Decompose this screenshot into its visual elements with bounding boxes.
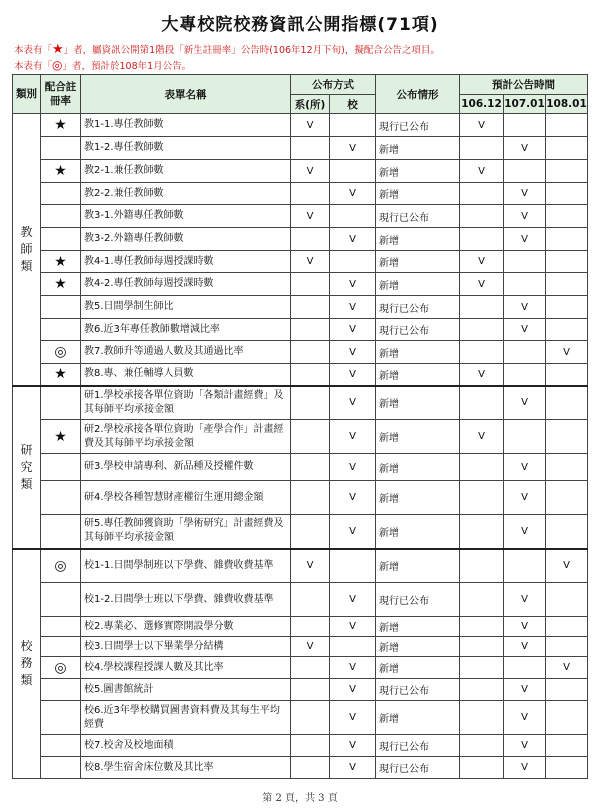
schedule-3-cell (546, 183, 588, 205)
item-name: 教6.近3年專任教師數增減比率 (81, 319, 291, 341)
schedule-2-cell: V (504, 454, 546, 481)
schedule-1-cell: V (460, 251, 504, 273)
document-title: 大專校院校務資訊公開指標(71項) (161, 15, 439, 35)
status-cell: 現行已公布 (376, 296, 460, 319)
item-name: 校3.日間學士以下畢業學分結構 (81, 637, 291, 657)
note-cell (41, 319, 81, 341)
schedule-2-cell: V (504, 481, 546, 515)
table-row (13, 114, 588, 137)
status-cell: 新增 (376, 273, 460, 296)
status-cell: 新增 (376, 183, 460, 205)
mode-dept-cell (291, 420, 330, 454)
table-row (13, 420, 588, 454)
star-icon: ★ (41, 273, 81, 296)
table-row (13, 364, 588, 386)
schedule-1-cell (460, 757, 504, 779)
mode-dept-cell (291, 679, 330, 701)
mode-school-cell: V (330, 701, 376, 735)
mode-school-cell (330, 251, 376, 273)
schedule-2-cell: V (504, 515, 546, 549)
table-row (13, 583, 588, 617)
mode-dept-cell: V (291, 160, 330, 183)
status-cell: 新增 (376, 420, 460, 454)
schedule-2-cell: V (504, 296, 546, 319)
mode-school-cell (330, 160, 376, 183)
status-cell: 新增 (376, 364, 460, 386)
item-name: 校6.近3年學校購買圖書資料費及其每生平均經費 (81, 701, 291, 735)
table-row (13, 319, 588, 341)
mode-school-cell: V (330, 273, 376, 296)
item-name: 校4.學校課程授課人數及其比率 (81, 657, 291, 679)
status-cell: 新增 (376, 481, 460, 515)
mode-dept-cell (291, 515, 330, 549)
item-name: 教4-1.專任教師每週授課時數 (81, 251, 291, 273)
double-circle-icon: ◎ (52, 58, 63, 72)
table-row (13, 515, 588, 549)
note-cell (41, 701, 81, 735)
status-cell: 新增 (376, 454, 460, 481)
schedule-1-cell (460, 515, 504, 549)
schedule-1-cell (460, 386, 504, 420)
table-row (13, 454, 588, 481)
table-row (13, 205, 588, 228)
schedule-2-cell: V (504, 319, 546, 341)
note-cell (41, 617, 81, 637)
star-icon: ★ (41, 251, 81, 273)
header-item-name: 表單名稱 (81, 75, 291, 114)
schedule-1-cell: V (460, 364, 504, 386)
status-cell: 現行已公布 (376, 735, 460, 757)
mode-school-cell: V (330, 583, 376, 617)
schedule-1-cell: V (460, 420, 504, 454)
schedule-3-cell (546, 515, 588, 549)
schedule-2-cell: V (504, 386, 546, 420)
table-row (13, 701, 588, 735)
table-row (13, 273, 588, 296)
schedule-2-cell: V (504, 679, 546, 701)
mode-dept-cell (291, 364, 330, 386)
note-cell (41, 735, 81, 757)
table-row (13, 386, 588, 420)
note-circle-prefix: 本表有「 (14, 61, 53, 72)
status-cell: 現行已公布 (376, 205, 460, 228)
group-research: 研 究 類 (13, 386, 41, 549)
table-row (13, 137, 588, 160)
mode-school-cell (330, 205, 376, 228)
mode-dept-cell (291, 386, 330, 420)
schedule-2-cell (504, 251, 546, 273)
schedule-1-cell (460, 454, 504, 481)
header-schedule-1: 106.12 (460, 95, 504, 114)
mode-school-cell: V (330, 319, 376, 341)
table-row (13, 183, 588, 205)
mode-dept-cell (291, 273, 330, 296)
mode-dept-cell (291, 757, 330, 779)
schedule-3-cell (546, 583, 588, 617)
item-name: 教1-2.專任教師數 (81, 137, 291, 160)
table-row (13, 657, 588, 679)
mode-dept-cell (291, 735, 330, 757)
group-teachers: 教 師 類 (13, 114, 41, 386)
schedule-3-cell (546, 420, 588, 454)
status-cell: 新增 (376, 160, 460, 183)
schedule-2-cell (504, 549, 546, 583)
schedule-3-cell (546, 481, 588, 515)
item-name: 校5.圖書館統計 (81, 679, 291, 701)
mode-dept-cell: V (291, 637, 330, 657)
schedule-3-cell (546, 701, 588, 735)
mode-school-cell: V (330, 657, 376, 679)
mode-school-cell: V (330, 757, 376, 779)
item-name: 研5.專任教師獲資助「學術研究」計畫經費及其每師平均承接金額 (81, 515, 291, 549)
status-cell: 新增 (376, 386, 460, 420)
status-cell: 新增 (376, 228, 460, 251)
item-name: 校2.專業必、選修實際開設學分數 (81, 617, 291, 637)
item-name: 教7.教師升等通過人數及其通過比率 (81, 341, 291, 364)
star-icon: ★ (41, 160, 81, 183)
note-cell (41, 679, 81, 701)
status-cell: 新增 (376, 251, 460, 273)
header-schedule-2: 107.01 (504, 95, 546, 114)
indicator-table (12, 74, 588, 779)
note-star-prefix: 本表有「 (14, 45, 53, 56)
item-name: 教5.日間學制生師比 (81, 296, 291, 319)
item-name: 教3-1.外籍專任教師數 (81, 205, 291, 228)
table-row (13, 617, 588, 637)
mode-school-cell: V (330, 679, 376, 701)
mode-dept-cell (291, 228, 330, 251)
mode-dept-cell (291, 341, 330, 364)
schedule-2-cell (504, 364, 546, 386)
mode-dept-cell (291, 617, 330, 637)
mode-school-cell: V (330, 341, 376, 364)
note-cell (41, 583, 81, 617)
schedule-1-cell (460, 183, 504, 205)
schedule-3-cell (546, 137, 588, 160)
schedule-3-cell (546, 454, 588, 481)
schedule-2-cell: V (504, 757, 546, 779)
schedule-3-cell (546, 251, 588, 273)
schedule-1-cell (460, 657, 504, 679)
item-name: 教4-2.專任教師每週授課時數 (81, 273, 291, 296)
schedule-1-cell (460, 319, 504, 341)
table-body (13, 114, 588, 779)
schedule-2-cell: V (504, 735, 546, 757)
double-circle-icon: ◎ (41, 341, 81, 364)
header-mode-dept: 系(所) (291, 95, 330, 114)
status-cell: 現行已公布 (376, 319, 460, 341)
item-name: 校1-1.日間學制班以下學費、雜費收費基準 (81, 549, 291, 583)
header-status: 公布情形 (376, 75, 460, 114)
mode-dept-cell (291, 296, 330, 319)
mode-dept-cell: V (291, 251, 330, 273)
mode-school-cell: V (330, 137, 376, 160)
schedule-2-cell (504, 657, 546, 679)
note-cell (41, 205, 81, 228)
schedule-2-cell (504, 420, 546, 454)
mode-school-cell: V (330, 481, 376, 515)
schedule-1-cell (460, 205, 504, 228)
mode-school-cell: V (330, 454, 376, 481)
star-icon: ★ (41, 364, 81, 386)
header-schedule-3: 108.01 (546, 95, 588, 114)
mode-school-cell (330, 549, 376, 583)
note-cell (41, 137, 81, 160)
table-row (13, 296, 588, 319)
item-name: 教2-1.兼任教師數 (81, 160, 291, 183)
table-row (13, 735, 588, 757)
mode-dept-cell: V (291, 549, 330, 583)
item-name: 研2.學校承接各單位資助「產學合作」計畫經費及其每師平均承接金額 (81, 420, 291, 454)
mode-school-cell: V (330, 364, 376, 386)
mode-dept-cell (291, 454, 330, 481)
mode-school-cell: V (330, 617, 376, 637)
status-cell: 新增 (376, 549, 460, 583)
header-publish-mode: 公布方式 (291, 75, 376, 95)
schedule-2-cell (504, 341, 546, 364)
note-cell (41, 757, 81, 779)
star-icon: ★ (41, 114, 81, 137)
schedule-1-cell (460, 701, 504, 735)
table-row (13, 160, 588, 183)
mode-school-cell: V (330, 420, 376, 454)
item-name: 教3-2.外籍專任教師數 (81, 228, 291, 251)
schedule-1-cell: V (460, 114, 504, 137)
status-cell: 現行已公布 (376, 583, 460, 617)
double-circle-icon: ◎ (41, 549, 81, 583)
item-name: 研1.學校承接各單位資助「各類計畫經費」及其每師平均承接金額 (81, 386, 291, 420)
mode-school-cell: V (330, 735, 376, 757)
schedule-1-cell (460, 735, 504, 757)
schedule-3-cell (546, 228, 588, 251)
mode-dept-cell (291, 137, 330, 160)
mode-school-cell: V (330, 515, 376, 549)
item-name: 教2-2.兼任教師數 (81, 183, 291, 205)
schedule-1-cell (460, 296, 504, 319)
star-icon: ★ (41, 420, 81, 454)
double-circle-icon: ◎ (41, 657, 81, 679)
star-icon: ★ (52, 42, 64, 57)
mode-dept-cell (291, 183, 330, 205)
note-star (14, 42, 440, 57)
table-row (13, 757, 588, 779)
mode-school-cell (330, 637, 376, 657)
schedule-3-cell: V (546, 549, 588, 583)
schedule-2-cell (504, 160, 546, 183)
schedule-2-cell: V (504, 183, 546, 205)
mode-dept-cell: V (291, 205, 330, 228)
mode-dept-cell (291, 319, 330, 341)
schedule-2-cell (504, 273, 546, 296)
schedule-2-cell: V (504, 701, 546, 735)
status-cell: 新增 (376, 637, 460, 657)
schedule-1-cell: V (460, 160, 504, 183)
table-row (13, 341, 588, 364)
table-row (13, 228, 588, 251)
schedule-3-cell (546, 273, 588, 296)
schedule-1-cell (460, 583, 504, 617)
status-cell: 新增 (376, 341, 460, 364)
schedule-1-cell (460, 137, 504, 160)
item-name: 研4.學校各種智慧財產權衍生運用總金額 (81, 481, 291, 515)
schedule-3-cell (546, 160, 588, 183)
header-mode-school: 校 (330, 95, 376, 114)
schedule-3-cell (546, 735, 588, 757)
schedule-3-cell (546, 364, 588, 386)
schedule-3-cell (546, 757, 588, 779)
header-note: 配合註冊率 (41, 75, 81, 114)
note-star-text: 」者，屬資訊公開第1階段「新生註冊率」公告時(106年12月下旬)，擬配合公告之項目。 (63, 45, 440, 56)
mode-school-cell: V (330, 228, 376, 251)
schedule-1-cell (460, 228, 504, 251)
status-cell: 新增 (376, 701, 460, 735)
note-cell (41, 515, 81, 549)
status-cell: 新增 (376, 657, 460, 679)
note-cell (41, 296, 81, 319)
schedule-3-cell (546, 637, 588, 657)
table-row (13, 637, 588, 657)
schedule-2-cell: V (504, 637, 546, 657)
item-name: 校7.校舍及校地面積 (81, 735, 291, 757)
schedule-3-cell (546, 296, 588, 319)
schedule-3-cell (546, 386, 588, 420)
group-school: 校 務 類 (13, 549, 41, 779)
schedule-3-cell (546, 319, 588, 341)
schedule-3-cell: V (546, 341, 588, 364)
note-cell (41, 481, 81, 515)
mode-dept-cell (291, 481, 330, 515)
schedule-1-cell (460, 637, 504, 657)
page-footer: 第 2 頁，共 3 頁 (262, 793, 338, 804)
status-cell: 新增 (376, 137, 460, 160)
schedule-3-cell (546, 617, 588, 637)
mode-dept-cell (291, 583, 330, 617)
schedule-1-cell (460, 617, 504, 637)
item-name: 校1-2.日間學士班以下學費、雜費收費基準 (81, 583, 291, 617)
note-cell (41, 386, 81, 420)
table-row (13, 549, 588, 583)
schedule-3-cell (546, 114, 588, 137)
mode-dept-cell (291, 701, 330, 735)
table-row (13, 251, 588, 273)
schedule-3-cell (546, 679, 588, 701)
table-row (13, 481, 588, 515)
mode-school-cell: V (330, 183, 376, 205)
item-name: 研3.學校申請專利、新品種及授權件數 (81, 454, 291, 481)
note-cell (41, 637, 81, 657)
item-name: 教8.專、兼任輔導人員數 (81, 364, 291, 386)
mode-school-cell: V (330, 386, 376, 420)
schedule-1-cell (460, 549, 504, 583)
note-circle (14, 58, 191, 72)
note-cell (41, 454, 81, 481)
header-category: 類別 (13, 75, 41, 114)
mode-dept-cell: V (291, 114, 330, 137)
schedule-2-cell: V (504, 617, 546, 637)
schedule-1-cell (460, 679, 504, 701)
status-cell: 新增 (376, 515, 460, 549)
item-name: 校8.學生宿舍床位數及其比率 (81, 757, 291, 779)
table-row (13, 679, 588, 701)
schedule-3-cell: V (546, 657, 588, 679)
status-cell: 現行已公布 (376, 114, 460, 137)
schedule-2-cell: V (504, 228, 546, 251)
status-cell: 現行已公布 (376, 679, 460, 701)
status-cell: 現行已公布 (376, 757, 460, 779)
schedule-1-cell: V (460, 273, 504, 296)
header-schedule: 預計公告時間 (460, 75, 588, 95)
note-cell (41, 228, 81, 251)
status-cell: 新增 (376, 617, 460, 637)
schedule-1-cell (460, 341, 504, 364)
schedule-2-cell: V (504, 205, 546, 228)
schedule-3-cell (546, 205, 588, 228)
mode-school-cell: V (330, 296, 376, 319)
mode-school-cell (330, 114, 376, 137)
note-cell (41, 183, 81, 205)
schedule-2-cell (504, 114, 546, 137)
schedule-1-cell (460, 481, 504, 515)
mode-dept-cell (291, 657, 330, 679)
note-circle-text: 」者，預計於108年1月公告。 (62, 61, 192, 72)
item-name: 教1-1.專任教師數 (81, 114, 291, 137)
schedule-2-cell: V (504, 137, 546, 160)
schedule-2-cell: V (504, 583, 546, 617)
